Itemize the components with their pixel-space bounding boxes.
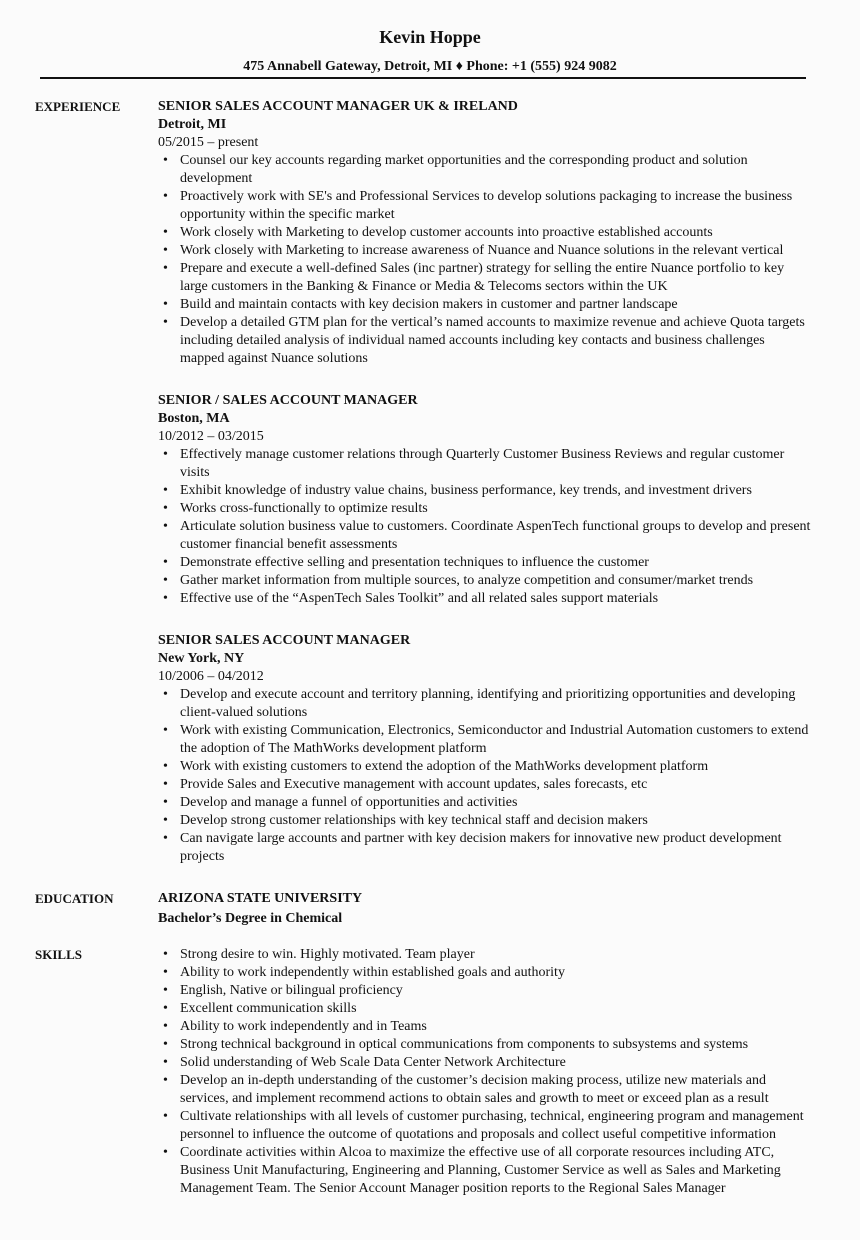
skill-item: • Solid understanding of Web Scale Data Center Network Architecture <box>158 1054 812 1072</box>
skill-item: • Strong technical background in optical communications from components to subsystems and systems <box>158 1036 812 1054</box>
job-location: Boston, MA <box>158 411 230 426</box>
bullet-item: • Can navigate large accounts and partner with key decision makers for innovative new product development projects <box>158 830 812 866</box>
bullet-item: • Provide Sales and Executive management with account updates, sales forecasts, etc <box>158 776 812 794</box>
section-label: SKILLS <box>35 947 82 962</box>
contact-line: 475 Annabell Gateway, Detroit, MI ♦ Phone: +1 (555) 924 9082 <box>243 59 617 74</box>
job-bullets <box>158 152 818 368</box>
job-dates: 10/2012 – 03/2015 <box>158 429 264 444</box>
job-bullets <box>158 446 818 608</box>
skills-list <box>158 946 818 1198</box>
job-title: SENIOR SALES ACCOUNT MANAGER UK & IRELAND <box>158 99 518 114</box>
job-location: New York, NY <box>158 651 245 666</box>
education-section <box>0 890 860 928</box>
job-entry <box>158 98 818 368</box>
bullet-item: • Effective use of the “AspenTech Sales Toolkit” and all related sales support materials <box>158 590 812 608</box>
experience-section <box>0 98 860 866</box>
skill-item: • Ability to work independently within established goals and authority <box>158 964 812 982</box>
job-location: Detroit, MI <box>158 117 227 132</box>
resume-body <box>0 98 860 1198</box>
skills-section <box>0 946 860 1198</box>
job-bullets <box>158 686 818 866</box>
bullet-item: • Develop strong customer relationships with key technical staff and decision makers <box>158 812 812 830</box>
job-dates: 10/2006 – 04/2012 <box>158 669 264 684</box>
bullet-item: • Demonstrate effective selling and presentation techniques to influence the customer <box>158 554 812 572</box>
skill-item: • Strong desire to win. Highly motivated. Team player <box>158 946 812 964</box>
bullet-item: • Works cross-functionally to optimize results <box>158 500 812 518</box>
bullet-item: • Work with existing customers to extend the adoption of the MathWorks development platform <box>158 758 812 776</box>
bullet-item: • Exhibit knowledge of industry value chains, business performance, key trends, and investment drivers <box>158 482 812 500</box>
bullet-item: • Work with existing Communication, Electronics, Semiconductor and Industrial Automation customers to extend the adoption of The MathWorks development platform <box>158 722 812 758</box>
skill-item: • Develop an in-depth understanding of the customer’s decision making process, utilize new materials and services, and implement recommend actions to obtain sales and growth to meet or exceed plan as a result <box>158 1072 812 1108</box>
bullet-item: • Develop and execute account and territory planning, identifying and prioritizing opportunities and developing client-valued solutions <box>158 686 812 722</box>
bullet-item: • Develop a detailed GTM plan for the vertical’s named accounts to maximize revenue and achieve Quota targets including detailed analysis of individual named accounts including key contacts and business challenges mapped against Nuance solutions <box>158 314 812 368</box>
bullet-item: • Prepare and execute a well-defined Sales (inc partner) strategy for selling the entire Nuance portfolio to key large customers in the Banking & Finance or Media & Telecoms sectors within the UK <box>158 260 812 296</box>
section-label: EDUCATION <box>35 891 114 906</box>
job-title: SENIOR / SALES ACCOUNT MANAGER <box>158 393 418 408</box>
skill-item: • Coordinate activities within Alcoa to maximize the effective use of all corporate resources including ATC, Business Unit Manufacturing, Engineering and Planning, Customer Service as well as Sales and Marketing Management Team. The Senior Account Manager position reports to the Regional Sales Manager <box>158 1144 812 1198</box>
candidate-name: Kevin Hoppe <box>379 27 481 47</box>
job-entry <box>158 392 818 608</box>
bullet-item: • Counsel our key accounts regarding market opportunities and the corresponding product and solution development <box>158 152 812 188</box>
bullet-item: • Effectively manage customer relations through Quarterly Customer Business Reviews and regular customer visits <box>158 446 812 482</box>
degree: Bachelor’s Degree in Chemical <box>158 911 343 926</box>
bullet-item: • Proactively work with SE's and Professional Services to develop solutions packaging to increase the business opportunity within the specific market <box>158 188 812 224</box>
section-label: EXPERIENCE <box>35 99 121 114</box>
skill-item: • Excellent communication skills <box>158 1000 812 1018</box>
bullet-item: • Build and maintain contacts with key decision makers in customer and partner landscape <box>158 296 812 314</box>
bullet-item: • Work closely with Marketing to increase awareness of Nuance and Nuance solutions in the relevant vertical <box>158 242 812 260</box>
skill-item: • Cultivate relationships with all levels of customer purchasing, technical, engineering program and management personnel to influence the outcome of quotations and proposals and collect useful competitive information <box>158 1108 812 1144</box>
bullet-item: • Work closely with Marketing to develop customer accounts into proactive established accounts <box>158 224 812 242</box>
job-entry <box>158 632 818 866</box>
bullet-item: • Develop and manage a funnel of opportunities and activities <box>158 794 812 812</box>
header-divider <box>40 77 806 79</box>
skill-item: • Ability to work independently and in Teams <box>158 1018 812 1036</box>
job-title: SENIOR SALES ACCOUNT MANAGER <box>158 633 411 648</box>
job-dates: 05/2015 – present <box>158 135 259 150</box>
school-name: ARIZONA STATE UNIVERSITY <box>158 891 363 906</box>
skill-item: • English, Native or bilingual proficiency <box>158 982 812 1000</box>
bullet-item: • Gather market information from multiple sources, to analyze competition and consumer/market trends <box>158 572 812 590</box>
experience-list <box>158 98 818 866</box>
bullet-item: • Articulate solution business value to customers. Coordinate AspenTech functional groups to develop and present customer financial benefit assessments <box>158 518 812 554</box>
